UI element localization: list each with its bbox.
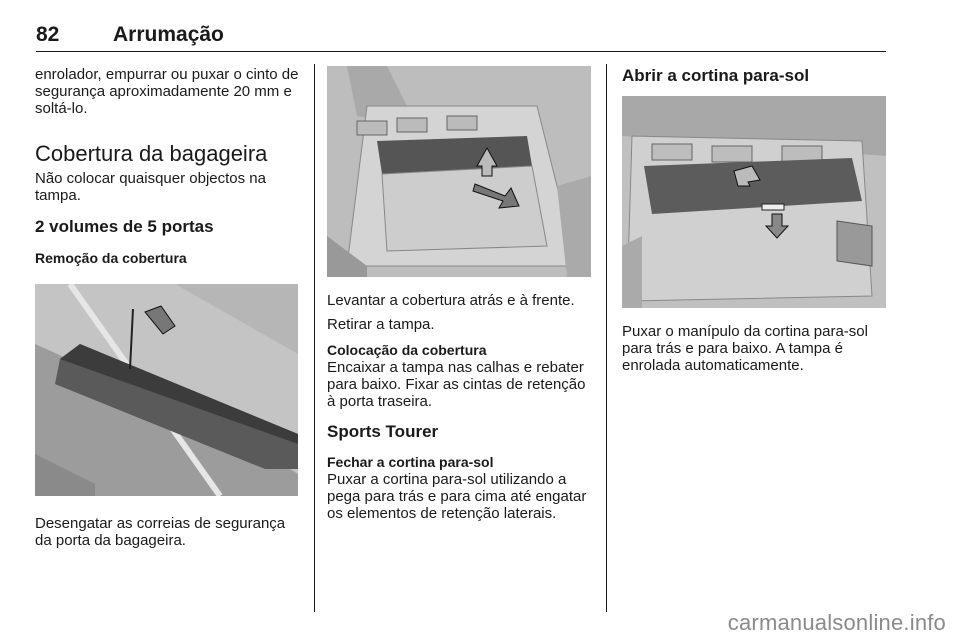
illustration-remove-cover <box>327 66 591 277</box>
illustration-open-sunshade <box>622 96 886 308</box>
watermark-text: carmanualsonline.info <box>727 610 946 635</box>
paragraph-remove-cover: Retirar a tampa. <box>327 316 435 333</box>
heading-luggage-cover: Cobertura da bagageira <box>35 141 268 166</box>
heading-open-sunshade: Abrir a cortina para-sol <box>622 66 810 85</box>
intro-text: enrolador, empurrar ou puxar o cinto de segurança aproximadamente 20 mm e soltá-lo. <box>35 66 299 117</box>
column-3 <box>622 66 890 374</box>
caption-open-sunshade: Puxar o manípulo da cortina para-sol para trás e para baixo. A tampa é enrolada automaticamente. <box>622 323 868 374</box>
paragraph-lift-cover: Levantar a cobertura atrás e à frente. <box>327 292 575 309</box>
heading-installation: Colocação da cobertura <box>327 342 487 358</box>
page-header <box>36 21 886 52</box>
heading-close-sunshade: Fechar a cortina para-sol <box>327 454 494 470</box>
heading-removal: Remoção da cobertura <box>35 250 187 266</box>
column-1 <box>35 66 303 549</box>
column-divider-2 <box>606 64 607 612</box>
caption-strap-release: Desengatar as correias de segurança da porta da bagageira. <box>35 515 286 549</box>
section-title: Arrumação <box>113 23 224 46</box>
paragraph-close-sunshade: Puxar a cortina para-sol utilizando a pega para trás e para cima até engatar os elementos de retenção laterais. <box>327 471 587 522</box>
paragraph-installation: Encaixar a tampa nas calhas e rebater para baixo. Fixar as cintas de retenção à porta traseira. <box>327 359 586 410</box>
page-number: 82 <box>36 23 60 46</box>
heading-5-door: 2 volumes de 5 portas <box>35 217 214 236</box>
heading-sports-tourer: Sports Tourer <box>327 422 439 441</box>
illustration-strap-release <box>35 284 298 496</box>
column-divider-1 <box>314 64 315 612</box>
paragraph-no-objects: Não colocar quaisquer objectos na tampa. <box>35 170 266 204</box>
column-2 <box>327 66 595 522</box>
